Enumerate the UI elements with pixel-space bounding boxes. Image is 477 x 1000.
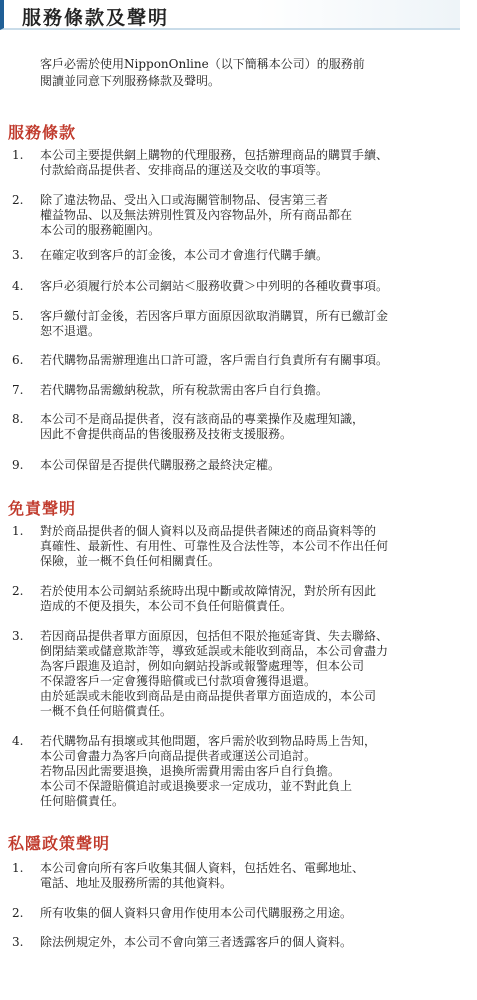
item-number: 7. (12, 383, 24, 397)
item-number: 1. (12, 524, 24, 538)
item-text: 在確定收到客戶的訂金後，本公司才會進行代購手續。 (40, 248, 329, 262)
item-text: 若代購物品需辦理進出口許可證，客戶需自行負責所有有關事項。 (40, 353, 389, 367)
item-number: 1. (12, 148, 24, 162)
item-number: 2. (12, 584, 24, 598)
item-number: 6. (12, 353, 24, 367)
item-text: 對於商品提供者的個人資料以及商品提供者陳述的商品資料等的 真確性、最新性、有用性、可靠性及合法性等，本公司不作出任何 保險，並一概不負任何相關責任。 (40, 524, 389, 568)
item-text: 除法例規定外，本公司不會向第三者透露客戶的個人資料。 (40, 935, 353, 949)
item-text: 本公司不是商品提供者，沒有該商品的專業操作及處理知識， 因此不會提供商品的售後服務及技術支援服務。 (40, 412, 365, 441)
item-text: 本公司保留是否提供代購服務之最終決定權。 (40, 458, 281, 472)
intro-text: 客戶必需於使用NipponOnline（以下簡稱本公司）的服務前 閱讀並同意下列服務條款及聲明。 (40, 57, 365, 88)
item-text: 本公司主要提供網上購物的代理服務，包括辦理商品的購買手續、 付款給商品提供者、安排商品的運送及交收的事項等。 (40, 148, 389, 177)
item-text: 若因商品提供者單方面原因，包括但不限於拖延寄貨、失去聯絡、 倒閉結業或儲意欺詐等，導致延誤或未能收到商品，本公司會盡力 為客戶跟進及追討，例如向網站投訴或報警處理等，但本公司 不保證客戶一定會獲得賠償或已付款項會獲得退還。 由於延誤或未能收到商品是由商品提供者單方面造成的，本公司 一概不負任何賠償責任。 (40, 629, 389, 718)
section-title-terms: 服務條款 (8, 123, 77, 142)
item-number: 2. (12, 906, 24, 920)
item-number: 2. (12, 193, 24, 207)
item-text: 所有收集的個人資料只會用作使用本公司代購服務之用途。 (40, 906, 353, 920)
item-number: 3. (12, 629, 24, 643)
item-number: 1. (12, 861, 24, 875)
item-number: 3. (12, 935, 24, 949)
item-text: 除了違法物品、受出入口或海關管制物品、侵害第三者 權益物品、以及無法辨別性質及內容物品外，所有商品都在 本公司的服務範圍內。 (40, 193, 353, 237)
item-number: 4. (12, 279, 24, 293)
item-text: 若於使用本公司網站系統時出現中斷或故障情況，對於所有因此 造成的不便及損失，本公司不負任何賠償責任。 (40, 584, 377, 613)
item-number: 5. (12, 309, 24, 323)
item-text: 客戶必須履行於本公司網站＜服務收費＞中列明的各種收費事項。 (40, 279, 389, 293)
item-number: 4. (12, 734, 24, 748)
item-text: 若代購物品有損壞或其他問題，客戶需於收到物品時馬上告知， 本公司會盡力為客戶向商品提供者或運送公司追討。 若物品因此需要退換，退換所需費用需由客戶自行負擔。 本公司不保證賠償追討或退換要求一定成功，並不對此負上 任何賠償責任。 (40, 734, 377, 808)
item-number: 9. (12, 458, 24, 472)
item-text: 客戶繳付訂金後，若因客戶單方面原因欲取消購買，所有已繳訂金 恕不退還。 (40, 309, 389, 338)
page-title-bar (0, 0, 460, 30)
item-text: 若代購物品需繳納稅款，所有稅款需由客戶自行負擔。 (40, 383, 329, 397)
item-text: 本公司會向所有客戶收集其個人資料，包括姓名、電郵地址、 電話、地址及服務所需的其他資料。 (40, 861, 365, 890)
item-number: 3. (12, 248, 24, 262)
page-title: 服務條款及聲明 (22, 7, 170, 29)
item-number: 8. (12, 412, 24, 426)
section-title-privacy: 私隱政策聲明 (8, 834, 111, 853)
section-title-disclaimer: 免責聲明 (8, 499, 77, 518)
